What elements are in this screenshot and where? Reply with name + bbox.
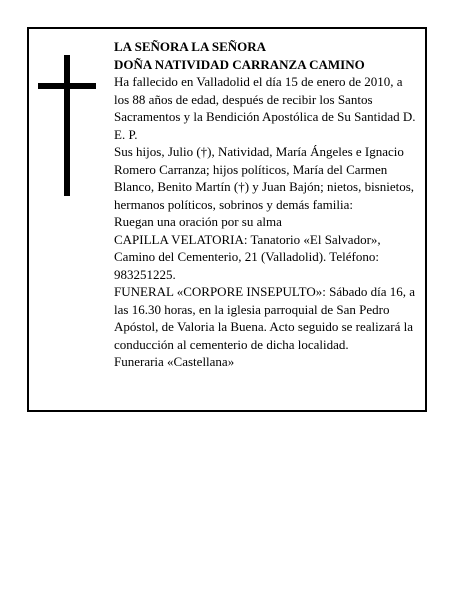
announcement-paragraph: Ha fallecido en Valladolid el día 15 de enero de 2010, a los 88 años de edad, después de recibir los Santos Sacramentos y la Bendición Apostólica de Su Santidad D. E. P.	[114, 74, 416, 142]
obituary-text	[114, 38, 420, 371]
heading-line-2: DOÑA NATIVIDAD CARRANZA CAMINO	[114, 56, 365, 72]
family-paragraph: Sus hijos, Julio (†), Natividad, María Ángeles e Ignacio Romero Carranza; hijos políticos, María del Carmen Blanco, Benito Martín (†) y Juan Bajón; nietos, bisnietos, hermanos políticos, sobrinos y demás familia:	[114, 144, 415, 212]
cross-icon	[64, 55, 70, 196]
heading-line-1: LA SEÑORA LA SEÑORA	[114, 39, 267, 54]
chapel-paragraph: CAPILLA VELATORIA: Tanatorio «El Salvador», Camino del Cementerio, 21 (Valladolid). Teléfono: 983251225.	[114, 231, 381, 282]
prayer-line: Ruegan una oración por su alma	[114, 214, 282, 229]
funeral-home-line: Funeraria «Castellana»	[114, 354, 235, 369]
cross-icon-bar	[38, 83, 96, 89]
funeral-paragraph: FUNERAL «CORPORE INSEPULTO»: Sábado día 16, a las 16.30 horas, en la iglesia parroquial de San Pedro Apóstol, de Valoria la Buena. Acto seguido se realizará la conducción al cementerio de dicha localidad.	[114, 284, 416, 352]
